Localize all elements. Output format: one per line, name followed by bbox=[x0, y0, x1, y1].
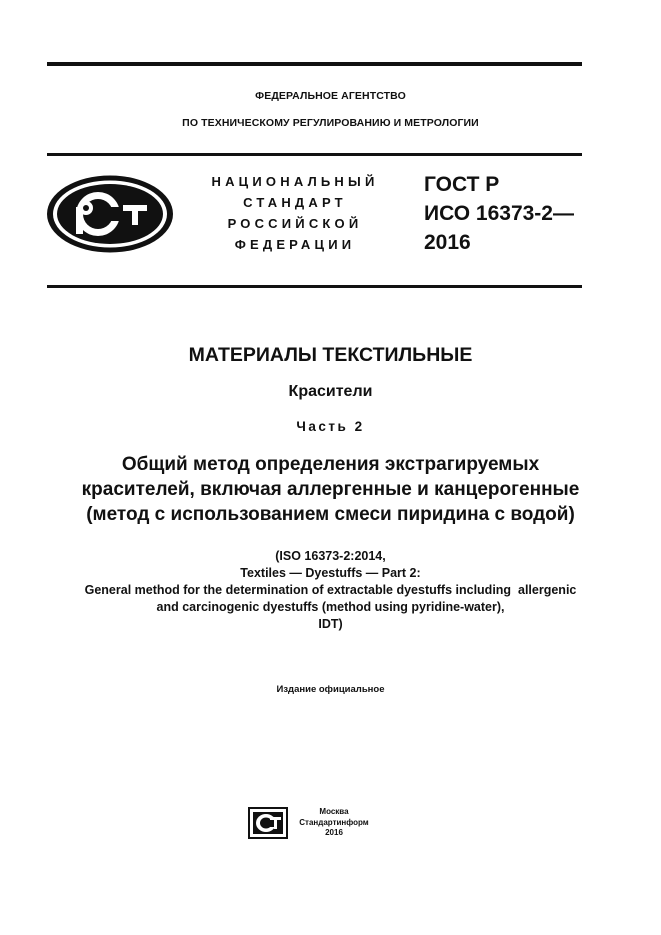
national-line-4: ФЕДЕРАЦИИ bbox=[234, 237, 356, 252]
iso-line-1: (ISO 16373-2:2014, bbox=[275, 549, 386, 563]
agency-line-2: ПО ТЕХНИЧЕСКОМУ РЕГУЛИРОВАНИЮ И МЕТРОЛОГИИ bbox=[182, 117, 479, 129]
national-line-3: РОССИЙСКОЙ bbox=[227, 216, 363, 231]
national-standard-label bbox=[190, 171, 400, 255]
top-rule bbox=[47, 62, 582, 66]
middle-rule bbox=[47, 153, 582, 156]
iso-line-2: Textiles — Dyestuffs — Part 2: bbox=[240, 566, 421, 580]
standard-code-line-3: 2016 bbox=[424, 231, 471, 254]
long-title-line-3: (метод с использованием смеси пиридина с водой) bbox=[86, 504, 575, 525]
standard-code-line-2: ИСО 16373-2— bbox=[424, 202, 574, 225]
document-long-title bbox=[0, 452, 661, 527]
long-title-line-1: Общий метод определения экстрагируемых bbox=[121, 454, 540, 475]
standard-code-line-1: ГОСТ Р bbox=[424, 173, 500, 196]
publisher-year: 2016 bbox=[325, 828, 343, 837]
standard-code bbox=[424, 170, 574, 257]
long-title-line-2: красителей, включая аллергенные и канцерогенные bbox=[81, 479, 580, 500]
document-title: МАТЕРИАЛЫ ТЕКСТИЛЬНЫЕ bbox=[188, 344, 473, 366]
bottom-rule bbox=[47, 285, 582, 288]
gost-r-logo-icon bbox=[45, 174, 175, 254]
publisher-info bbox=[294, 807, 374, 839]
document-subtitle: Красители bbox=[288, 383, 373, 400]
agency-line-1: ФЕДЕРАЛЬНОЕ АГЕНТСТВО bbox=[255, 90, 406, 102]
publisher-name: Стандартинформ bbox=[299, 817, 369, 827]
national-line-1: НАЦИОНАЛЬНЫЙ bbox=[211, 174, 379, 189]
document-part: Часть 2 bbox=[296, 419, 365, 434]
standartinform-logo-icon bbox=[248, 807, 288, 839]
iso-line-4: and carcinogenic dyestuffs (method using pyridine-water), bbox=[156, 600, 505, 614]
national-line-2: СТАНДАРТ bbox=[243, 195, 347, 210]
iso-line-3: General method for the determination of extractable dyestuffs including allergenic bbox=[84, 583, 577, 597]
publisher-city: Москва bbox=[319, 807, 349, 816]
edition-label: Издание официальное bbox=[276, 684, 385, 695]
iso-reference bbox=[0, 548, 661, 633]
iso-line-5: IDT) bbox=[318, 617, 343, 631]
